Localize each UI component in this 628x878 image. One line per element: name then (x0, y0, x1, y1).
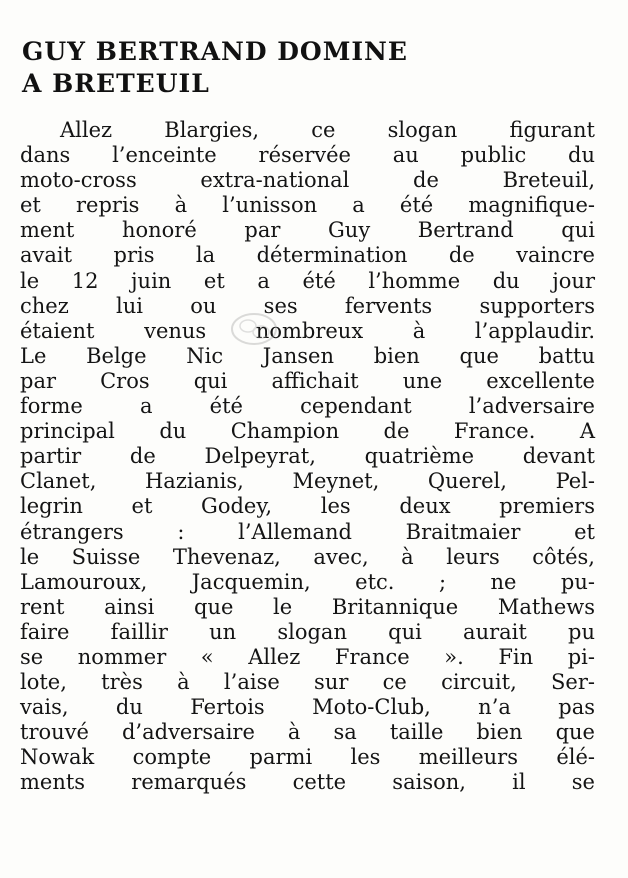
body-line: legrin et Godey, les deux premiers (20, 494, 595, 519)
body-line: partir de Delpeyrat, quatrième devant (20, 444, 595, 469)
body-line: trouvé d’adversaire à sa taille bien que (20, 720, 595, 745)
body-line: Allez Blargies, ce slogan figurant (60, 118, 595, 142)
body-line: par Cros qui affichait une excellente (20, 368, 595, 393)
body-line: ment honoré par Guy Bertrand qui (20, 218, 595, 243)
body-line: forme a été cependant l’adversaire (20, 394, 595, 419)
body-line: avait pris la détermination de vaincre (20, 243, 595, 268)
body-line: le 12 juin et a été l’homme du jour (20, 268, 595, 293)
body-line: se nommer « Allez France ». Fin pi- (20, 644, 595, 669)
article-body (20, 118, 595, 796)
body-line: Le Belge Nic Jansen bien que battu (20, 343, 595, 368)
body-line: ments remarqués cette saison, il se (20, 770, 595, 795)
body-line: lote, très à l’aise sur ce circuit, Ser- (20, 670, 595, 695)
body-line: vais, du Fertois Moto-Club, n’a pas (20, 695, 595, 720)
article-headline (22, 36, 408, 100)
body-line: principal du Champion de France. A (20, 419, 595, 444)
body-line: chez lui ou ses fervents supporters (20, 293, 595, 318)
body-line: étaient venus nombreux à l’applaudir. (20, 318, 595, 343)
body-line: Clanet, Hazianis, Meynet, Querel, Pel- (20, 469, 595, 494)
body-line: et repris à l’unisson a été magnifique- (20, 193, 595, 218)
body-line: rent ainsi que le Britannique Mathews (20, 594, 595, 619)
body-line: Lamouroux, Jacquemin, etc. ; ne pu- (20, 569, 595, 594)
headline-line-2: A BRETEUIL (22, 69, 210, 98)
body-line: dans l’enceinte réservée au public du (20, 143, 595, 168)
body-line: étrangers : l’Allemand Braitmaier et (20, 519, 595, 544)
headline-line-1: GUY BERTRAND DOMINE (22, 37, 408, 66)
watermark-logo (228, 308, 280, 350)
body-line: le Suisse Thevenaz, avec, à leurs côtés, (20, 544, 595, 569)
body-line: moto-cross extra-national de Breteuil, (20, 168, 595, 193)
body-line: Nowak compte parmi les meilleurs élé- (20, 745, 595, 770)
body-line: faire faillir un slogan qui aurait pu (20, 619, 595, 644)
